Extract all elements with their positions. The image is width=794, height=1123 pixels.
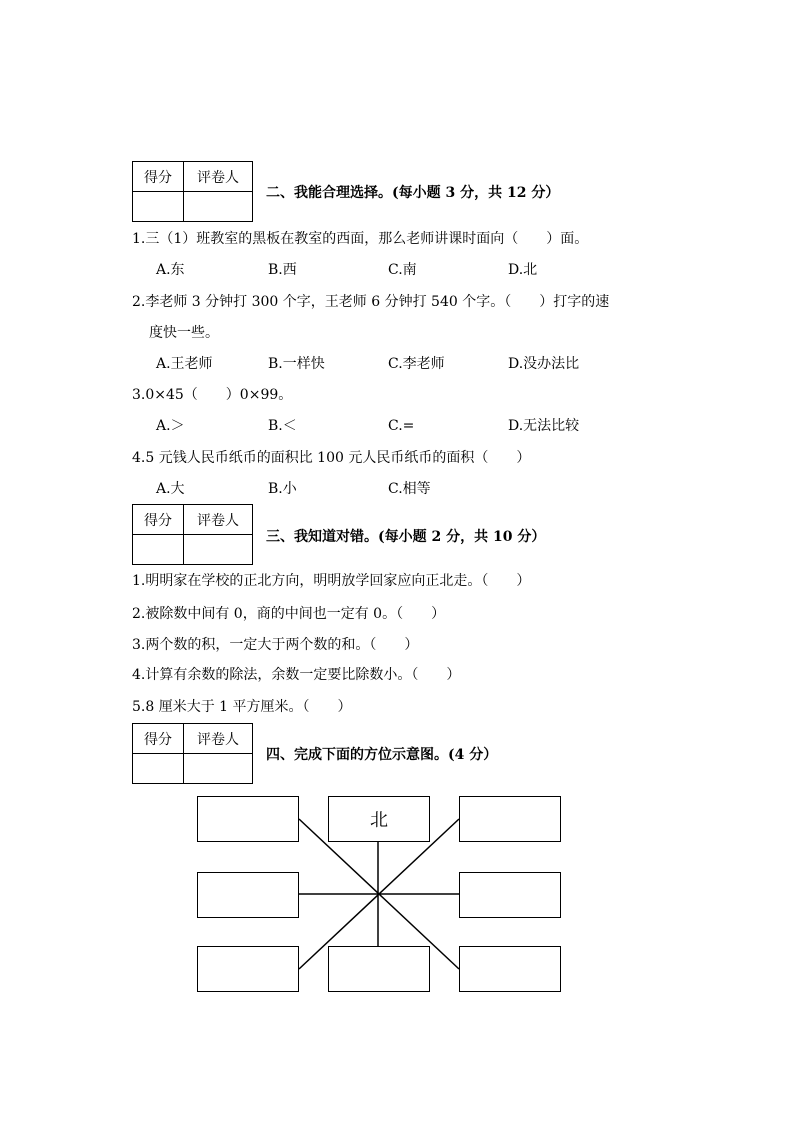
grader-cell[interactable] xyxy=(184,535,253,565)
box-west[interactable] xyxy=(197,872,299,918)
q2-1-option-a[interactable]: A.东 xyxy=(156,262,185,278)
judge-item-1: 1.明明家在学校的正北方向，明明放学回家应向正北走。（ ） xyxy=(132,573,531,589)
q2-1-option-b[interactable]: B.西 xyxy=(268,262,297,278)
judge-item-5: 5.8 厘米大于 1 平方厘米。（ ） xyxy=(132,699,352,715)
question-2-1: 1.三（1）班教室的黑板在教室的西面，那么老师讲课时面向（ ）面。 xyxy=(132,231,589,247)
question-2-2-line1: 2.李老师 3 分钟打 300 个字，王老师 6 分钟打 540 个字。（ ）打字的速 xyxy=(132,294,610,310)
grader-header: 评卷人 xyxy=(184,505,253,535)
score-table-section2 xyxy=(132,161,253,222)
score-cell[interactable] xyxy=(133,192,184,222)
box-southeast[interactable] xyxy=(459,946,561,992)
q2-3-option-b[interactable]: B.＜ xyxy=(268,418,297,434)
section3-title: 三、我知道对错。(每小题 2 分，共 10 分） xyxy=(266,529,546,545)
q2-3-option-c[interactable]: C.= xyxy=(388,418,415,434)
score-cell[interactable] xyxy=(133,754,184,784)
judge-item-3: 3.两个数的积，一定大于两个数的和。（ ） xyxy=(132,637,419,653)
q2-4-option-a[interactable]: A.大 xyxy=(156,481,185,497)
grader-cell[interactable] xyxy=(184,754,253,784)
score-cell[interactable] xyxy=(133,535,184,565)
grader-header: 评卷人 xyxy=(184,724,253,754)
judge-item-4: 4.计算有余数的除法，余数一定要比除数小。（ ） xyxy=(132,667,461,683)
q2-2-option-c[interactable]: C.李老师 xyxy=(388,356,445,372)
q2-3-option-a[interactable]: A.＞ xyxy=(156,418,185,434)
box-south[interactable] xyxy=(328,946,430,992)
q2-2-option-a[interactable]: A.王老师 xyxy=(156,356,213,372)
box-southwest[interactable] xyxy=(197,946,299,992)
judge-item-2: 2.被除数中间有 0，商的中间也一定有 0。（ ） xyxy=(132,606,446,622)
score-header: 得分 xyxy=(133,505,184,535)
score-table-section3 xyxy=(132,504,253,565)
score-table-section4 xyxy=(132,723,253,784)
box-east[interactable] xyxy=(459,872,561,918)
q2-2-option-d[interactable]: D.没办法比 xyxy=(508,356,580,372)
section2-title: 二、我能合理选择。(每小题 3 分，共 12 分） xyxy=(266,185,560,201)
score-header: 得分 xyxy=(133,724,184,754)
box-northwest[interactable] xyxy=(197,796,299,842)
direction-diagram xyxy=(197,796,561,996)
north-label: 北 xyxy=(370,810,388,831)
q2-4-option-b[interactable]: B.小 xyxy=(268,481,297,497)
q2-1-option-c[interactable]: C.南 xyxy=(388,262,417,278)
grader-header: 评卷人 xyxy=(184,162,253,192)
box-northeast[interactable] xyxy=(459,796,561,842)
question-2-4: 4.5 元钱人民币纸币的面积比 100 元人民币纸币的面积（ ） xyxy=(132,450,531,466)
question-2-3: 3.0×45（ ）0×99。 xyxy=(132,387,293,403)
q2-1-option-d[interactable]: D.北 xyxy=(508,262,538,278)
grader-cell[interactable] xyxy=(184,192,253,222)
q2-4-option-c[interactable]: C.相等 xyxy=(388,481,431,497)
q2-3-option-d[interactable]: D.无法比较 xyxy=(508,418,580,434)
score-header: 得分 xyxy=(133,162,184,192)
question-2-2-line2: 度快一些。 xyxy=(149,325,219,341)
section4-title: 四、完成下面的方位示意图。(4 分） xyxy=(266,747,498,763)
q2-2-option-b[interactable]: B.一样快 xyxy=(268,356,325,372)
box-north xyxy=(328,796,430,842)
